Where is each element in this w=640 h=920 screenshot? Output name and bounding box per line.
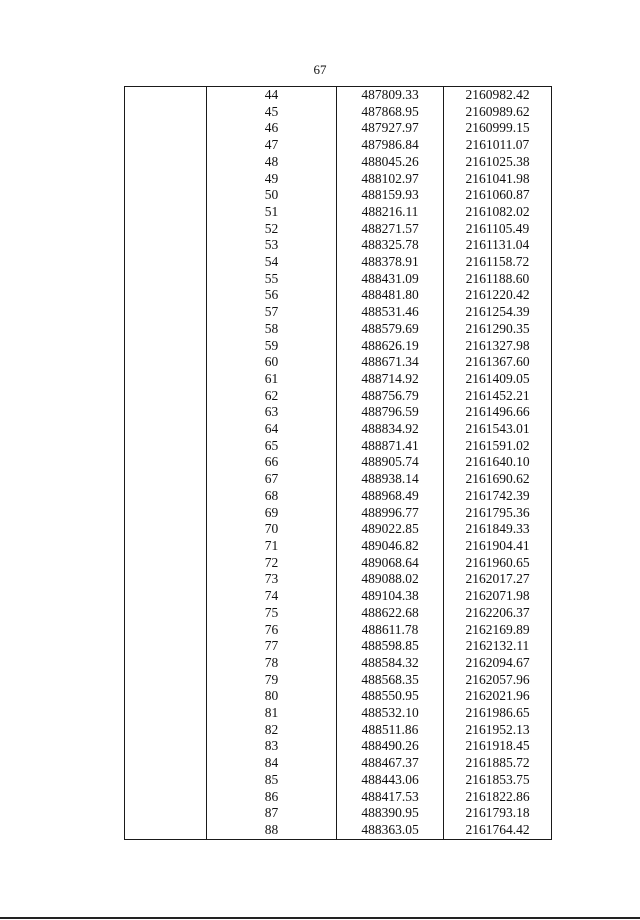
- coordinates-table: [124, 86, 552, 840]
- blank-cell: [125, 622, 207, 639]
- table-row: [125, 237, 552, 254]
- point-number-cell: 78: [207, 655, 337, 672]
- point-number-cell: 67: [207, 471, 337, 488]
- table-row: [125, 87, 552, 104]
- point-number-cell: 51: [207, 204, 337, 221]
- point-number-cell: 75: [207, 605, 337, 622]
- table-row: [125, 104, 552, 121]
- blank-cell: [125, 672, 207, 689]
- y-coordinate-cell: 2161254.39: [444, 304, 552, 321]
- table-row: [125, 338, 552, 355]
- x-coordinate-cell: 488102.97: [337, 171, 444, 188]
- point-number-cell: 46: [207, 120, 337, 137]
- y-coordinate-cell: 2161885.72: [444, 755, 552, 772]
- point-number-cell: 47: [207, 137, 337, 154]
- point-number-cell: 50: [207, 187, 337, 204]
- page-bottom-edge: [0, 917, 640, 919]
- table-row: [125, 271, 552, 288]
- point-number-cell: 69: [207, 505, 337, 522]
- x-coordinate-cell: 488584.32: [337, 655, 444, 672]
- x-coordinate-cell: 488511.86: [337, 722, 444, 739]
- y-coordinate-cell: 2160982.42: [444, 87, 552, 104]
- y-coordinate-cell: 2161060.87: [444, 187, 552, 204]
- y-coordinate-cell: 2162071.98: [444, 588, 552, 605]
- blank-cell: [125, 605, 207, 622]
- blank-cell: [125, 471, 207, 488]
- blank-cell: [125, 571, 207, 588]
- point-number-cell: 77: [207, 638, 337, 655]
- point-number-cell: 58: [207, 321, 337, 338]
- x-coordinate-cell: 488216.11: [337, 204, 444, 221]
- point-number-cell: 62: [207, 388, 337, 405]
- y-coordinate-cell: 2161220.42: [444, 287, 552, 304]
- x-coordinate-cell: 488598.85: [337, 638, 444, 655]
- coordinates-table-body: [125, 87, 552, 840]
- x-coordinate-cell: 487809.33: [337, 87, 444, 104]
- blank-cell: [125, 438, 207, 455]
- table-row: [125, 722, 552, 739]
- blank-cell: [125, 237, 207, 254]
- x-coordinate-cell: 487868.95: [337, 104, 444, 121]
- y-coordinate-cell: 2161082.02: [444, 204, 552, 221]
- blank-cell: [125, 488, 207, 505]
- y-coordinate-cell: 2161409.05: [444, 371, 552, 388]
- y-coordinate-cell: 2161367.60: [444, 354, 552, 371]
- y-coordinate-cell: 2161041.98: [444, 171, 552, 188]
- x-coordinate-cell: 488905.74: [337, 454, 444, 471]
- table-row: [125, 822, 552, 839]
- page-number: 67: [313, 62, 327, 77]
- table-row: [125, 171, 552, 188]
- blank-cell: [125, 304, 207, 321]
- y-coordinate-cell: 2161822.86: [444, 789, 552, 806]
- point-number-cell: 73: [207, 571, 337, 588]
- x-coordinate-cell: 488531.46: [337, 304, 444, 321]
- y-coordinate-cell: 2161918.45: [444, 738, 552, 755]
- table-row: [125, 789, 552, 806]
- blank-cell: [125, 454, 207, 471]
- point-number-cell: 65: [207, 438, 337, 455]
- table-row: [125, 354, 552, 371]
- table-row: [125, 705, 552, 722]
- y-coordinate-cell: 2161011.07: [444, 137, 552, 154]
- table-row: [125, 622, 552, 639]
- x-coordinate-cell: 488671.34: [337, 354, 444, 371]
- point-number-cell: 70: [207, 521, 337, 538]
- table-row: [125, 321, 552, 338]
- x-coordinate-cell: 488159.93: [337, 187, 444, 204]
- table-row: [125, 538, 552, 555]
- blank-cell: [125, 705, 207, 722]
- point-number-cell: 61: [207, 371, 337, 388]
- y-coordinate-cell: 2161640.10: [444, 454, 552, 471]
- table-row: [125, 555, 552, 572]
- blank-cell: [125, 271, 207, 288]
- y-coordinate-cell: 2161764.42: [444, 822, 552, 839]
- table-row: [125, 772, 552, 789]
- point-number-cell: 86: [207, 789, 337, 806]
- blank-cell: [125, 171, 207, 188]
- table-row: [125, 221, 552, 238]
- table-row: [125, 605, 552, 622]
- table-row: [125, 254, 552, 271]
- x-coordinate-cell: 488443.06: [337, 772, 444, 789]
- blank-cell: [125, 772, 207, 789]
- table-row: [125, 638, 552, 655]
- x-coordinate-cell: 489046.82: [337, 538, 444, 555]
- table-row: [125, 454, 552, 471]
- point-number-cell: 82: [207, 722, 337, 739]
- x-coordinate-cell: 489022.85: [337, 521, 444, 538]
- blank-cell: [125, 404, 207, 421]
- x-coordinate-cell: 488579.69: [337, 321, 444, 338]
- table-row: [125, 438, 552, 455]
- x-coordinate-cell: 488431.09: [337, 271, 444, 288]
- table-row: [125, 404, 552, 421]
- y-coordinate-cell: 2161849.33: [444, 521, 552, 538]
- blank-cell: [125, 638, 207, 655]
- y-coordinate-cell: 2161131.04: [444, 237, 552, 254]
- point-number-cell: 72: [207, 555, 337, 572]
- y-coordinate-cell: 2161960.65: [444, 555, 552, 572]
- blank-cell: [125, 555, 207, 572]
- blank-cell: [125, 287, 207, 304]
- point-number-cell: 88: [207, 822, 337, 839]
- x-coordinate-cell: 488481.80: [337, 287, 444, 304]
- y-coordinate-cell: 2161795.36: [444, 505, 552, 522]
- blank-cell: [125, 538, 207, 555]
- x-coordinate-cell: 489088.02: [337, 571, 444, 588]
- table-row: [125, 371, 552, 388]
- y-coordinate-cell: 2162206.37: [444, 605, 552, 622]
- table-row: [125, 154, 552, 171]
- point-number-cell: 64: [207, 421, 337, 438]
- table-row: [125, 204, 552, 221]
- x-coordinate-cell: 487927.97: [337, 120, 444, 137]
- y-coordinate-cell: 2161105.49: [444, 221, 552, 238]
- x-coordinate-cell: 489104.38: [337, 588, 444, 605]
- x-coordinate-cell: 488996.77: [337, 505, 444, 522]
- point-number-cell: 74: [207, 588, 337, 605]
- y-coordinate-cell: 2161188.60: [444, 271, 552, 288]
- x-coordinate-cell: 488532.10: [337, 705, 444, 722]
- blank-cell: [125, 104, 207, 121]
- point-number-cell: 68: [207, 488, 337, 505]
- blank-cell: [125, 87, 207, 104]
- x-coordinate-cell: 488626.19: [337, 338, 444, 355]
- table-row: [125, 571, 552, 588]
- blank-cell: [125, 655, 207, 672]
- y-coordinate-cell: 2161452.21: [444, 388, 552, 405]
- point-number-cell: 60: [207, 354, 337, 371]
- x-coordinate-cell: 488325.78: [337, 237, 444, 254]
- point-number-cell: 57: [207, 304, 337, 321]
- x-coordinate-cell: 488378.91: [337, 254, 444, 271]
- table-row: [125, 588, 552, 605]
- y-coordinate-cell: 2161591.02: [444, 438, 552, 455]
- x-coordinate-cell: 488467.37: [337, 755, 444, 772]
- x-coordinate-cell: 488871.41: [337, 438, 444, 455]
- y-coordinate-cell: 2161952.13: [444, 722, 552, 739]
- x-coordinate-cell: 488611.78: [337, 622, 444, 639]
- point-number-cell: 66: [207, 454, 337, 471]
- y-coordinate-cell: 2161690.62: [444, 471, 552, 488]
- table-row: [125, 738, 552, 755]
- y-coordinate-cell: 2162057.96: [444, 672, 552, 689]
- point-number-cell: 56: [207, 287, 337, 304]
- blank-cell: [125, 321, 207, 338]
- y-coordinate-cell: 2162021.96: [444, 688, 552, 705]
- point-number-cell: 81: [207, 705, 337, 722]
- point-number-cell: 54: [207, 254, 337, 271]
- y-coordinate-cell: 2162132.11: [444, 638, 552, 655]
- x-coordinate-cell: 489068.64: [337, 555, 444, 572]
- x-coordinate-cell: 488390.95: [337, 805, 444, 822]
- blank-cell: [125, 789, 207, 806]
- y-coordinate-cell: 2160999.15: [444, 120, 552, 137]
- x-coordinate-cell: 488622.68: [337, 605, 444, 622]
- y-coordinate-cell: 2161327.98: [444, 338, 552, 355]
- blank-cell: [125, 722, 207, 739]
- y-coordinate-cell: 2161158.72: [444, 254, 552, 271]
- blank-cell: [125, 421, 207, 438]
- y-coordinate-cell: 2161793.18: [444, 805, 552, 822]
- blank-cell: [125, 137, 207, 154]
- blank-cell: [125, 204, 207, 221]
- blank-cell: [125, 187, 207, 204]
- point-number-cell: 48: [207, 154, 337, 171]
- x-coordinate-cell: 488714.92: [337, 371, 444, 388]
- point-number-cell: 44: [207, 87, 337, 104]
- x-coordinate-cell: 488938.14: [337, 471, 444, 488]
- blank-cell: [125, 371, 207, 388]
- blank-cell: [125, 120, 207, 137]
- point-number-cell: 76: [207, 622, 337, 639]
- table-row: [125, 755, 552, 772]
- y-coordinate-cell: 2162169.89: [444, 622, 552, 639]
- table-row: [125, 672, 552, 689]
- x-coordinate-cell: 488968.49: [337, 488, 444, 505]
- point-number-cell: 84: [207, 755, 337, 772]
- x-coordinate-cell: 488417.53: [337, 789, 444, 806]
- table-row: [125, 120, 552, 137]
- point-number-cell: 83: [207, 738, 337, 755]
- table-row: [125, 521, 552, 538]
- point-number-cell: 63: [207, 404, 337, 421]
- x-coordinate-cell: 488550.95: [337, 688, 444, 705]
- blank-cell: [125, 688, 207, 705]
- table-row: [125, 287, 552, 304]
- blank-cell: [125, 154, 207, 171]
- y-coordinate-cell: 2160989.62: [444, 104, 552, 121]
- blank-cell: [125, 505, 207, 522]
- blank-cell: [125, 388, 207, 405]
- table-row: [125, 421, 552, 438]
- y-coordinate-cell: 2161986.65: [444, 705, 552, 722]
- y-coordinate-cell: 2161496.66: [444, 404, 552, 421]
- table-row: [125, 488, 552, 505]
- y-coordinate-cell: 2162094.67: [444, 655, 552, 672]
- y-coordinate-cell: 2161904.41: [444, 538, 552, 555]
- point-number-cell: 87: [207, 805, 337, 822]
- table-row: [125, 388, 552, 405]
- x-coordinate-cell: 488568.35: [337, 672, 444, 689]
- x-coordinate-cell: 488271.57: [337, 221, 444, 238]
- x-coordinate-cell: 488834.92: [337, 421, 444, 438]
- blank-cell: [125, 254, 207, 271]
- blank-cell: [125, 588, 207, 605]
- point-number-cell: 85: [207, 772, 337, 789]
- y-coordinate-cell: 2161290.35: [444, 321, 552, 338]
- y-coordinate-cell: 2161543.01: [444, 421, 552, 438]
- point-number-cell: 45: [207, 104, 337, 121]
- point-number-cell: 53: [207, 237, 337, 254]
- x-coordinate-cell: 488796.59: [337, 404, 444, 421]
- point-number-cell: 49: [207, 171, 337, 188]
- table-row: [125, 655, 552, 672]
- point-number-cell: 59: [207, 338, 337, 355]
- point-number-cell: 79: [207, 672, 337, 689]
- blank-cell: [125, 221, 207, 238]
- y-coordinate-cell: 2161853.75: [444, 772, 552, 789]
- table-row: [125, 505, 552, 522]
- blank-cell: [125, 822, 207, 839]
- x-coordinate-cell: 488490.26: [337, 738, 444, 755]
- table-row: [125, 471, 552, 488]
- y-coordinate-cell: 2161025.38: [444, 154, 552, 171]
- x-coordinate-cell: 488045.26: [337, 154, 444, 171]
- table-row: [125, 688, 552, 705]
- blank-cell: [125, 805, 207, 822]
- blank-cell: [125, 354, 207, 371]
- point-number-cell: 71: [207, 538, 337, 555]
- point-number-cell: 52: [207, 221, 337, 238]
- x-coordinate-cell: 488363.05: [337, 822, 444, 839]
- blank-cell: [125, 738, 207, 755]
- x-coordinate-cell: 487986.84: [337, 137, 444, 154]
- blank-cell: [125, 521, 207, 538]
- table-row: [125, 187, 552, 204]
- table-row: [125, 805, 552, 822]
- y-coordinate-cell: 2161742.39: [444, 488, 552, 505]
- table-row: [125, 137, 552, 154]
- blank-cell: [125, 338, 207, 355]
- x-coordinate-cell: 488756.79: [337, 388, 444, 405]
- blank-cell: [125, 755, 207, 772]
- point-number-cell: 55: [207, 271, 337, 288]
- point-number-cell: 80: [207, 688, 337, 705]
- y-coordinate-cell: 2162017.27: [444, 571, 552, 588]
- table-row: [125, 304, 552, 321]
